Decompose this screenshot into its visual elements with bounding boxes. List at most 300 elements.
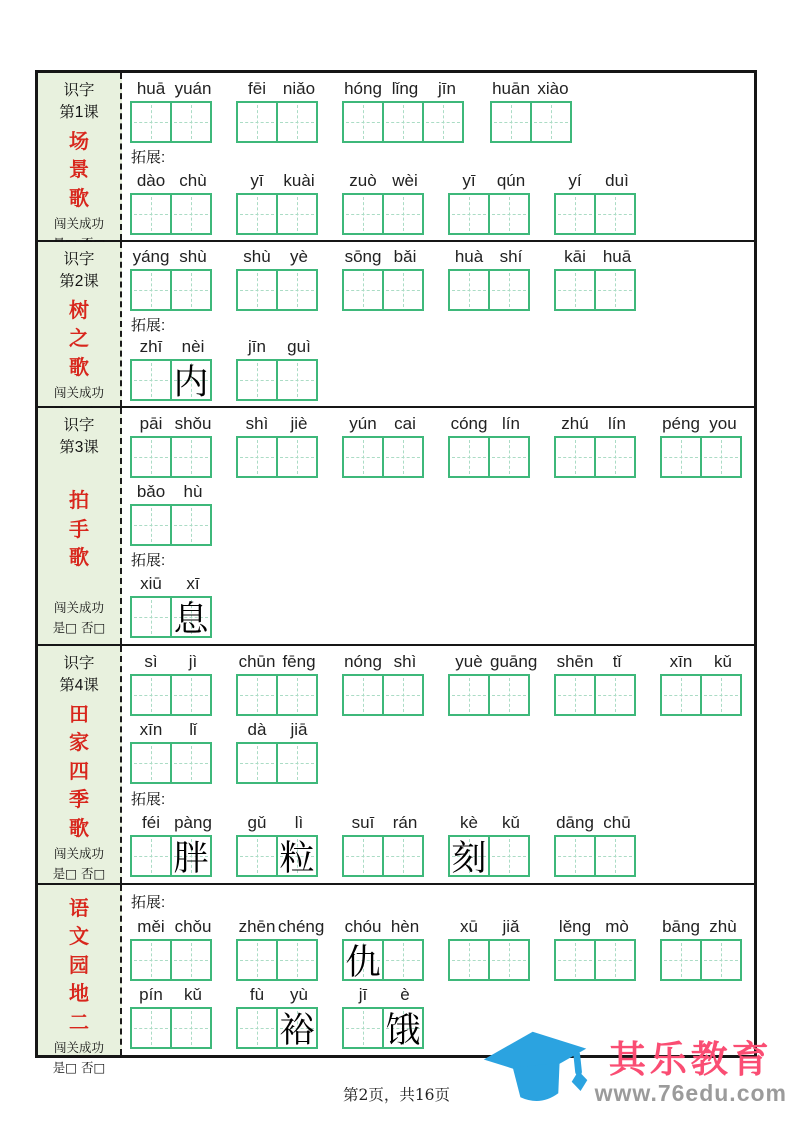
writing-cells bbox=[448, 835, 532, 877]
word-group bbox=[554, 414, 638, 478]
writing-cell[interactable] bbox=[342, 436, 384, 478]
lesson-title-char: 拍 bbox=[69, 488, 89, 513]
writing-cell[interactable] bbox=[488, 269, 530, 311]
writing-cell[interactable] bbox=[170, 742, 212, 784]
pinyin-syllable: fēi bbox=[248, 78, 266, 98]
writing-cells bbox=[554, 193, 638, 235]
word-group bbox=[236, 985, 320, 1049]
pinyin-row bbox=[448, 414, 532, 436]
word-line bbox=[130, 171, 748, 235]
pass-status-label: 闯关成功 bbox=[53, 216, 104, 232]
pinyin-syllable: mò bbox=[605, 916, 629, 936]
writing-cell[interactable] bbox=[700, 436, 742, 478]
writing-cell[interactable] bbox=[170, 504, 212, 546]
writing-cell[interactable] bbox=[488, 835, 530, 877]
writing-cell[interactable] bbox=[170, 835, 212, 877]
writing-cells bbox=[448, 939, 532, 981]
word-group bbox=[342, 171, 426, 235]
writing-cells bbox=[448, 436, 532, 478]
writing-cell[interactable] bbox=[170, 359, 212, 404]
pinyin-syllable: jī bbox=[358, 984, 368, 1004]
pinyin-syllable: shù bbox=[179, 246, 207, 266]
writing-cell[interactable] bbox=[554, 436, 596, 478]
pinyin-syllable: měi bbox=[137, 916, 165, 936]
pinyin-syllable: yún bbox=[349, 413, 377, 433]
pinyin-syllable: suī bbox=[351, 813, 375, 832]
lesson-number-line: 识字 bbox=[63, 417, 95, 434]
writing-cell[interactable] bbox=[594, 835, 636, 877]
lesson-number bbox=[59, 80, 99, 125]
pinyin-syllable: zhù bbox=[709, 916, 737, 936]
writing-cell[interactable] bbox=[382, 101, 424, 143]
writing-cell[interactable] bbox=[170, 939, 212, 981]
writing-cell[interactable] bbox=[130, 193, 172, 235]
word-group bbox=[236, 171, 320, 235]
lesson-title-char: 田 bbox=[69, 701, 89, 726]
pinyin-row bbox=[130, 247, 214, 269]
writing-cell[interactable] bbox=[236, 939, 278, 981]
writing-cell[interactable] bbox=[236, 1007, 278, 1049]
word-group bbox=[448, 813, 532, 877]
writing-cell[interactable] bbox=[276, 674, 318, 716]
word-line bbox=[130, 482, 748, 546]
pinyin-syllable: cai bbox=[394, 413, 416, 433]
writing-cell[interactable] bbox=[236, 359, 278, 401]
word-group bbox=[554, 247, 638, 311]
writing-cell[interactable] bbox=[236, 101, 278, 143]
brand-name: 其乐教育 bbox=[608, 1037, 773, 1082]
writing-cells bbox=[342, 939, 426, 981]
lesson-title-char: 文 bbox=[69, 924, 89, 949]
word-group bbox=[342, 917, 426, 981]
word-group bbox=[236, 652, 320, 716]
lesson-title-char: 歌 bbox=[69, 354, 89, 379]
writing-cell[interactable] bbox=[594, 193, 636, 235]
pinyin-row bbox=[236, 247, 320, 269]
writing-cells bbox=[660, 674, 744, 716]
pass-checkboxes[interactable]: 是□ 否□ bbox=[52, 865, 106, 881]
writing-cell[interactable] bbox=[130, 359, 172, 401]
writing-cells bbox=[342, 436, 426, 478]
pinyin-syllable: chéng bbox=[278, 916, 325, 936]
pinyin-row bbox=[342, 813, 426, 835]
pinyin-row bbox=[554, 652, 638, 674]
prefilled-hanzi: 粒 bbox=[279, 839, 315, 879]
writing-cell[interactable] bbox=[130, 742, 172, 784]
pinyin-row bbox=[130, 917, 214, 939]
writing-cells bbox=[448, 193, 532, 235]
word-group bbox=[554, 813, 638, 877]
writing-cells bbox=[554, 269, 638, 311]
writing-cell[interactable] bbox=[448, 193, 490, 235]
pinyin-syllable: kǔ bbox=[502, 813, 520, 832]
word-line bbox=[130, 79, 748, 143]
writing-cell[interactable] bbox=[236, 269, 278, 311]
pinyin-syllable: lì bbox=[294, 813, 304, 832]
pinyin-row bbox=[130, 482, 214, 504]
writing-cell[interactable] bbox=[342, 193, 384, 235]
word-group bbox=[342, 985, 426, 1049]
writing-cells bbox=[342, 269, 426, 311]
writing-cell[interactable] bbox=[700, 674, 742, 716]
writing-cell[interactable] bbox=[448, 674, 490, 716]
pinyin-syllable: hù bbox=[183, 481, 203, 501]
lesson-number bbox=[59, 415, 99, 460]
lesson-sidebar bbox=[38, 646, 122, 883]
word-group bbox=[554, 917, 638, 981]
pinyin-syllable: shǒu bbox=[174, 413, 212, 433]
word-group bbox=[236, 813, 320, 877]
pinyin-row bbox=[236, 652, 320, 674]
writing-cell[interactable] bbox=[594, 269, 636, 311]
word-group bbox=[130, 652, 214, 716]
pinyin-row bbox=[448, 247, 532, 269]
lesson-sidebar bbox=[38, 73, 122, 240]
writing-cell[interactable] bbox=[130, 101, 172, 143]
lesson-title-char: 场 bbox=[69, 128, 89, 153]
word-group bbox=[448, 414, 532, 478]
writing-cell[interactable] bbox=[488, 674, 530, 716]
pinyin-row bbox=[554, 414, 638, 436]
pinyin-syllable: pāi bbox=[139, 413, 163, 433]
lesson-number-line: 第4课 bbox=[59, 677, 99, 695]
lesson-row bbox=[38, 240, 754, 406]
pinyin-syllable: rán bbox=[392, 813, 418, 832]
brand-website: www.76edu.com bbox=[594, 1080, 787, 1107]
pinyin-row bbox=[236, 79, 320, 101]
lesson-row bbox=[38, 406, 754, 644]
pinyin-syllable: yuè bbox=[455, 652, 483, 671]
writing-cell[interactable] bbox=[236, 674, 278, 716]
graduation-cap-icon bbox=[476, 1024, 596, 1121]
word-group bbox=[236, 414, 320, 478]
writing-cell[interactable] bbox=[488, 939, 530, 981]
word-line bbox=[130, 247, 748, 311]
lesson-number bbox=[59, 653, 99, 698]
pinyin-syllable: kǔ bbox=[184, 984, 202, 1004]
writing-cell[interactable] bbox=[276, 193, 318, 235]
lesson-title-char: 歌 bbox=[69, 185, 89, 210]
word-group bbox=[448, 917, 532, 981]
prefilled-hanzi: 裕 bbox=[279, 1010, 315, 1051]
pinyin-syllable: hèn bbox=[390, 916, 420, 936]
writing-cells bbox=[130, 742, 214, 784]
pinyin-row bbox=[342, 414, 426, 436]
pinyin-syllable: kuài bbox=[283, 170, 315, 190]
writing-cell[interactable] bbox=[130, 504, 172, 546]
pinyin-row bbox=[236, 916, 325, 939]
pinyin-row bbox=[130, 720, 214, 742]
pinyin-syllable: yáng bbox=[132, 246, 170, 266]
pinyin-row bbox=[448, 652, 538, 674]
pinyin-syllable: you bbox=[709, 413, 737, 433]
writing-cell[interactable] bbox=[130, 939, 172, 981]
writing-cell[interactable] bbox=[236, 193, 278, 235]
pass-checkboxes[interactable]: 是□ 否□ bbox=[52, 1059, 106, 1075]
pinyin-syllable: chù bbox=[179, 170, 207, 190]
prefilled-hanzi: 刻 bbox=[451, 839, 487, 879]
writing-cell[interactable] bbox=[660, 939, 702, 981]
writing-cell[interactable] bbox=[276, 835, 318, 877]
writing-cell[interactable] bbox=[170, 596, 212, 641]
pinyin-syllable: shì bbox=[245, 413, 269, 433]
pinyin-syllable: jì bbox=[188, 652, 198, 671]
word-line bbox=[130, 574, 748, 641]
lesson-title-char: 之 bbox=[69, 326, 89, 351]
pinyin-syllable: dào bbox=[136, 170, 166, 190]
pinyin-syllable: lín bbox=[502, 413, 520, 433]
writing-cell[interactable] bbox=[488, 436, 530, 478]
writing-cell[interactable] bbox=[276, 742, 318, 784]
pinyin-row bbox=[660, 652, 744, 674]
pinyin-row bbox=[554, 917, 638, 939]
writing-cell[interactable] bbox=[382, 674, 424, 716]
pinyin-syllable: sōng bbox=[344, 246, 382, 266]
word-group bbox=[490, 79, 574, 143]
writing-cell[interactable] bbox=[276, 101, 318, 143]
pinyin-syllable: zhī bbox=[139, 337, 163, 357]
writing-cell[interactable] bbox=[342, 939, 384, 981]
pinyin-syllable: kāi bbox=[564, 246, 586, 266]
pinyin-syllable: pín bbox=[139, 984, 163, 1004]
lesson-number-line: 第3课 bbox=[59, 439, 99, 457]
pinyin-row bbox=[236, 337, 320, 359]
pinyin-syllable: shí bbox=[499, 246, 523, 266]
writing-cell[interactable] bbox=[170, 436, 212, 478]
pinyin-syllable: jīn bbox=[438, 78, 456, 98]
pass-checkboxes[interactable]: 是□ 否□ bbox=[52, 620, 106, 635]
writing-cells bbox=[130, 193, 214, 235]
writing-cell[interactable] bbox=[170, 674, 212, 716]
writing-cells bbox=[130, 504, 214, 546]
writing-cell[interactable] bbox=[342, 101, 384, 143]
writing-cell[interactable] bbox=[170, 1007, 212, 1049]
pinyin-syllable: yuán bbox=[174, 78, 212, 98]
word-group bbox=[448, 652, 538, 716]
writing-cell[interactable] bbox=[130, 269, 172, 311]
writing-cell[interactable] bbox=[422, 101, 464, 143]
pinyin-row bbox=[130, 652, 214, 674]
prefilled-hanzi: 内 bbox=[173, 363, 209, 404]
word-group bbox=[554, 171, 638, 235]
pinyin-row bbox=[660, 917, 744, 939]
pinyin-syllable: jīn bbox=[248, 337, 266, 357]
pinyin-syllable: bǎi bbox=[393, 246, 417, 266]
pinyin-syllable: guāng bbox=[490, 652, 538, 671]
writing-cell[interactable] bbox=[342, 835, 384, 877]
pinyin-syllable: zuò bbox=[349, 170, 377, 190]
lesson-title-char: 手 bbox=[69, 516, 89, 541]
pinyin-syllable: yù bbox=[290, 984, 308, 1004]
word-group bbox=[130, 720, 214, 784]
pinyin-row bbox=[448, 171, 532, 193]
writing-cells bbox=[130, 596, 214, 641]
pinyin-syllable: fù bbox=[249, 984, 265, 1004]
writing-cell[interactable] bbox=[130, 436, 172, 478]
writing-cell[interactable] bbox=[594, 674, 636, 716]
writing-cells bbox=[130, 835, 214, 877]
prefilled-hanzi: 饿 bbox=[385, 1010, 421, 1051]
pinyin-syllable: chóu bbox=[344, 916, 382, 936]
pinyin-syllable: guì bbox=[287, 337, 311, 357]
pass-status-label: 闯关成功 bbox=[53, 1039, 104, 1055]
pinyin-syllable: bǎo bbox=[136, 481, 166, 501]
pinyin-syllable: pàng bbox=[174, 813, 212, 832]
word-group bbox=[554, 652, 638, 716]
word-group bbox=[130, 414, 214, 478]
writing-cells bbox=[130, 269, 214, 311]
writing-cells bbox=[130, 359, 214, 404]
pinyin-syllable: xiū bbox=[140, 574, 162, 594]
writing-cells bbox=[130, 436, 214, 478]
brand-logo bbox=[481, 1030, 787, 1116]
pinyin-row bbox=[660, 414, 744, 436]
lesson-title bbox=[69, 460, 89, 598]
writing-cell[interactable] bbox=[490, 101, 532, 143]
pinyin-syllable: jiǎ bbox=[502, 916, 520, 936]
word-group bbox=[342, 247, 426, 311]
pinyin-syllable: sì bbox=[144, 652, 158, 671]
writing-cell[interactable] bbox=[236, 835, 278, 877]
pinyin-syllable: bāng bbox=[662, 916, 700, 936]
pinyin-syllable: chǒu bbox=[174, 916, 212, 936]
writing-cell[interactable] bbox=[554, 193, 596, 235]
writing-cell[interactable] bbox=[554, 269, 596, 311]
writing-cell[interactable] bbox=[342, 1007, 384, 1049]
word-group bbox=[236, 916, 325, 981]
pinyin-syllable: kè bbox=[460, 813, 478, 832]
prefilled-hanzi: 胖 bbox=[173, 839, 209, 879]
writing-area bbox=[122, 646, 754, 883]
lesson-title bbox=[69, 294, 89, 383]
pinyin-syllable: cóng bbox=[450, 413, 488, 433]
writing-cells bbox=[236, 742, 320, 784]
pinyin-syllable: yī bbox=[250, 170, 264, 190]
word-group bbox=[342, 414, 426, 478]
word-group bbox=[130, 917, 214, 981]
writing-cell[interactable] bbox=[130, 835, 172, 877]
writing-cell[interactable] bbox=[488, 193, 530, 235]
writing-cell[interactable] bbox=[276, 359, 318, 401]
pinyin-syllable: lǐ bbox=[189, 720, 197, 739]
writing-cell[interactable] bbox=[448, 835, 490, 877]
lesson-title-char: 景 bbox=[69, 157, 89, 182]
writing-cell[interactable] bbox=[236, 436, 278, 478]
writing-cell[interactable] bbox=[170, 269, 212, 311]
writing-cell[interactable] bbox=[448, 269, 490, 311]
word-group bbox=[342, 813, 426, 877]
pinyin-row bbox=[490, 79, 574, 101]
writing-cell[interactable] bbox=[382, 193, 424, 235]
pinyin-row bbox=[130, 414, 214, 436]
writing-cell[interactable] bbox=[236, 742, 278, 784]
writing-cells bbox=[236, 193, 320, 235]
writing-cell[interactable] bbox=[382, 939, 424, 981]
pinyin-syllable: chūn bbox=[238, 652, 276, 671]
pinyin-syllable: dà bbox=[247, 720, 267, 739]
writing-cells bbox=[660, 436, 744, 478]
writing-cell[interactable] bbox=[342, 269, 384, 311]
writing-cell[interactable] bbox=[660, 674, 702, 716]
writing-cells bbox=[130, 674, 214, 716]
writing-cell[interactable] bbox=[130, 674, 172, 716]
pinyin-row bbox=[236, 171, 320, 193]
word-group bbox=[342, 79, 468, 143]
writing-cells bbox=[130, 939, 214, 981]
lesson-number-line: 识字 bbox=[63, 82, 95, 99]
pinyin-syllable: tǐ bbox=[612, 652, 622, 671]
writing-cell[interactable] bbox=[700, 939, 742, 981]
writing-cell[interactable] bbox=[342, 674, 384, 716]
writing-cell[interactable] bbox=[554, 674, 596, 716]
writing-cell[interactable] bbox=[594, 436, 636, 478]
writing-cell[interactable] bbox=[382, 1007, 424, 1049]
pinyin-row bbox=[554, 247, 638, 269]
lesson-title-char: 园 bbox=[69, 952, 89, 977]
word-line bbox=[130, 414, 748, 478]
writing-cell[interactable] bbox=[170, 101, 212, 143]
pinyin-syllable: jiè bbox=[290, 413, 308, 433]
writing-cell[interactable] bbox=[554, 835, 596, 877]
pinyin-syllable: yī bbox=[462, 170, 476, 190]
pinyin-syllable: nóng bbox=[344, 652, 382, 671]
writing-cells bbox=[236, 101, 320, 143]
writing-cells bbox=[448, 269, 532, 311]
lesson-number-line: 识字 bbox=[63, 655, 95, 672]
writing-cell[interactable] bbox=[276, 436, 318, 478]
word-group bbox=[130, 482, 214, 546]
pinyin-row bbox=[130, 985, 214, 1007]
pinyin-syllable: huà bbox=[454, 246, 484, 266]
writing-cell[interactable] bbox=[448, 939, 490, 981]
writing-cell[interactable] bbox=[276, 269, 318, 311]
lesson-title-char: 家 bbox=[69, 730, 89, 755]
word-line bbox=[130, 917, 748, 981]
writing-cell[interactable] bbox=[594, 939, 636, 981]
word-group bbox=[448, 171, 532, 235]
pinyin-syllable: zhēn bbox=[238, 916, 276, 936]
writing-cell[interactable] bbox=[448, 436, 490, 478]
lesson-row bbox=[38, 73, 754, 240]
lesson-title-char: 歌 bbox=[69, 545, 89, 570]
word-line bbox=[130, 652, 748, 716]
writing-cell[interactable] bbox=[660, 436, 702, 478]
writing-cell[interactable] bbox=[130, 1007, 172, 1049]
pinyin-syllable: xī bbox=[186, 574, 200, 594]
writing-cell[interactable] bbox=[382, 835, 424, 877]
writing-cell[interactable] bbox=[382, 269, 424, 311]
writing-cell[interactable] bbox=[554, 939, 596, 981]
lesson-row bbox=[38, 644, 754, 883]
pinyin-syllable: fēng bbox=[282, 652, 316, 671]
word-group bbox=[660, 917, 744, 981]
pass-status-label: 闯关成功 bbox=[53, 600, 104, 615]
expand-label: 拓展: bbox=[131, 316, 166, 334]
word-group bbox=[236, 337, 320, 401]
pinyin-syllable: huān bbox=[492, 78, 530, 98]
word-group bbox=[130, 247, 214, 311]
word-line bbox=[130, 337, 748, 404]
writing-cell[interactable] bbox=[382, 436, 424, 478]
writing-cell[interactable] bbox=[530, 101, 572, 143]
lesson-title-char: 歌 bbox=[69, 815, 89, 840]
writing-cell[interactable] bbox=[130, 596, 172, 638]
pinyin-syllable: lín bbox=[608, 413, 626, 433]
writing-cell[interactable] bbox=[170, 193, 212, 235]
writing-cell[interactable] bbox=[276, 1007, 318, 1049]
lesson-title bbox=[69, 892, 89, 1038]
writing-cell[interactable] bbox=[276, 939, 318, 981]
